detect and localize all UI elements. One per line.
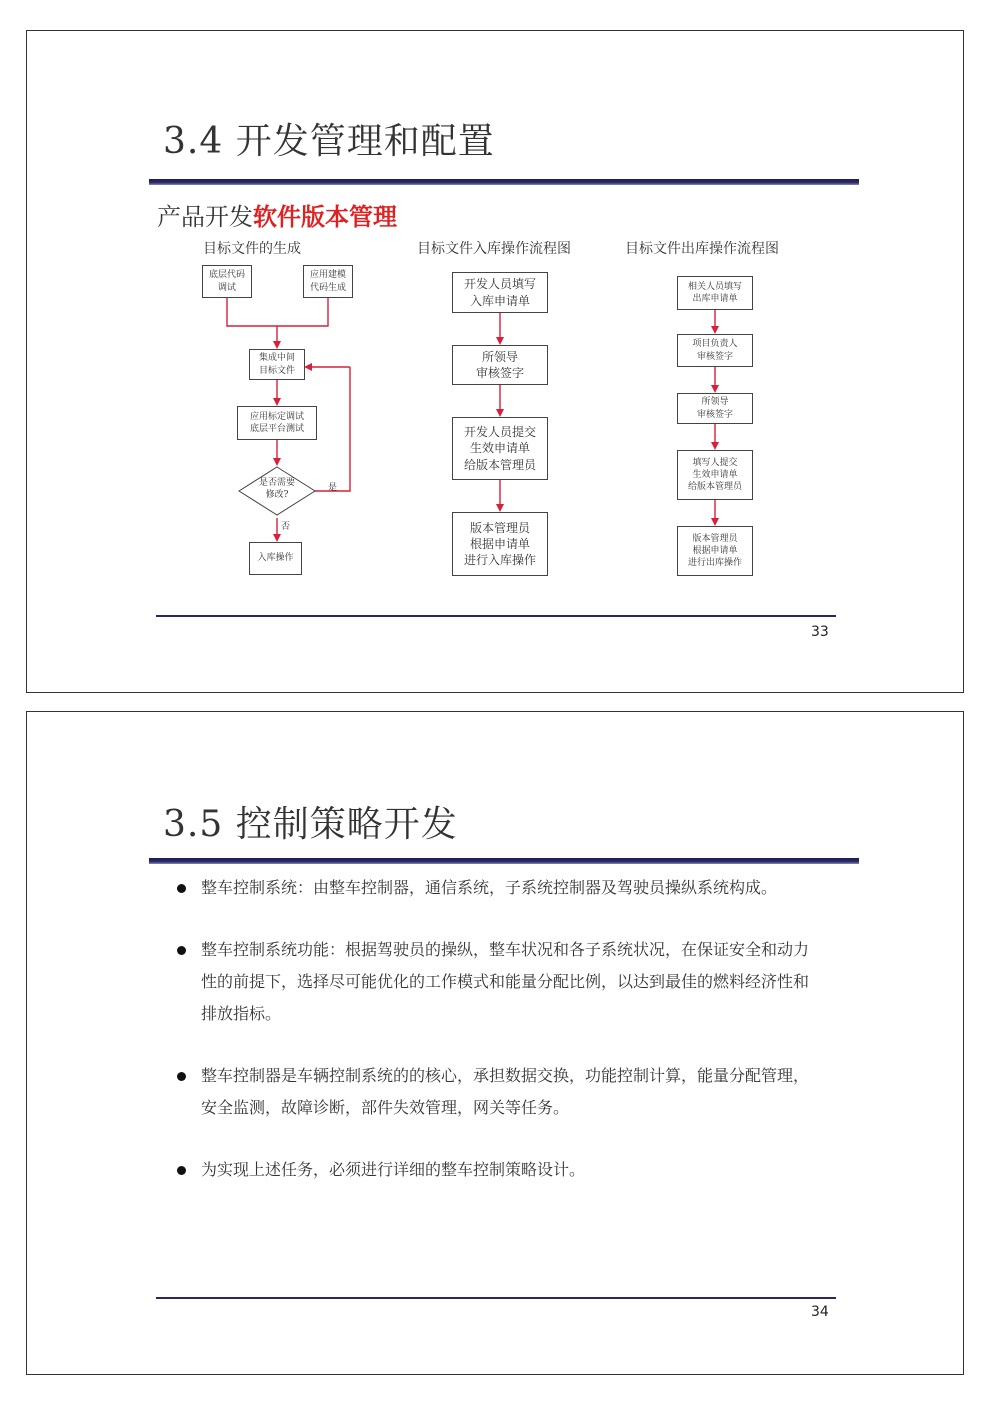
page-number: 34 [811, 1304, 829, 1320]
bullet-item: 整车控制器是车辆控制系统的的核心，承担数据交换，功能控制计算，能量分配管理，安全监测，故障诊断，部件失效管理，网关等任务。 [173, 1060, 813, 1124]
flow2-step-1: 开发人员填写 入库申请单 [452, 272, 548, 313]
flow3-step-1: 相关人员填写 出库申请单 [677, 276, 753, 310]
bullet-dot-icon [177, 946, 186, 955]
flow1-box-bottom-code: 底层代码 调试 [202, 265, 252, 298]
flow3-step-5: 版本管理员 根据申请单 进行出库操作 [677, 526, 753, 576]
title-underline [149, 858, 859, 864]
decision-label: 是否需要 修改? [258, 478, 295, 500]
slide-33 [26, 30, 964, 693]
bullet-item: 为实现上述任务，必须进行详细的整车控制策略设计。 [173, 1154, 813, 1186]
bullet-dot-icon [177, 1166, 186, 1175]
decision-no-label: 否 [281, 522, 291, 532]
slide-34 [26, 711, 964, 1375]
flow3-step-2: 项目负责人 审核签字 [677, 334, 753, 367]
flow1-box-calibration: 应用标定调试 底层平台测试 [237, 406, 317, 440]
bullet-list [173, 872, 813, 1216]
slide-title: 3.4 开发管理和配置 [163, 121, 495, 162]
flow2-step-3: 开发人员提交 生效申请单 给版本管理员 [452, 417, 548, 480]
flow1-box-app-model: 应用建模 代码生成 [303, 265, 353, 298]
flow1-box-integrate: 集成中间 目标文件 [249, 349, 305, 380]
flow1-title: 目标文件的生成 [203, 241, 301, 257]
footer-line [156, 1297, 836, 1299]
flow2-step-2: 所领导 审核签字 [452, 345, 548, 385]
subtitle-plain: 产品开发 [157, 203, 253, 231]
flow3-step-3: 所领导 审核签字 [677, 393, 753, 424]
flow2-step-4: 版本管理员 根据申请单 进行入库操作 [452, 512, 548, 576]
subtitle-highlight: 软件版本管理 [253, 203, 397, 231]
slide-title: 3.5 控制策略开发 [163, 804, 458, 845]
page-number: 33 [811, 624, 829, 640]
bullet-item: 整车控制系统：由整车控制器，通信系统，子系统控制器及驾驶员操纵系统构成。 [173, 872, 813, 904]
bullet-item: 整车控制系统功能：根据驾驶员的操纵，整车状况和各子系统状况，在保证安全和动力性的前提下，选择尽可能优化的工作模式和能量分配比例，以达到最佳的燃料经济性和排放指标。 [173, 934, 813, 1030]
footer-line [156, 615, 836, 617]
flow2-title: 目标文件入库操作流程图 [417, 241, 571, 257]
bullet-dot-icon [177, 1072, 186, 1081]
flow3-title: 目标文件出库操作流程图 [625, 241, 779, 257]
flow1-box-store: 入库操作 [249, 542, 302, 575]
flow3-step-4: 填写人提交 生效申请单 给版本管理员 [677, 450, 753, 500]
bullet-dot-icon [177, 884, 186, 893]
decision-yes-label: 是 [328, 483, 338, 493]
